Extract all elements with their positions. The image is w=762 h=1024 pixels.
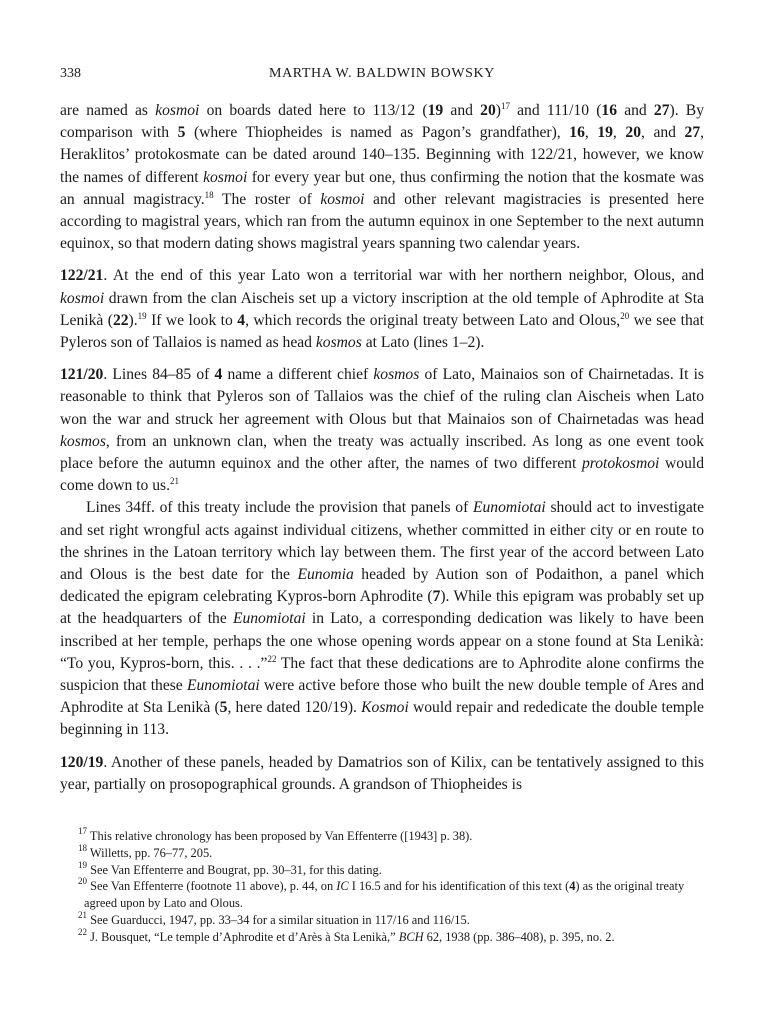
footnote: $^{20}$ See Van Effenterre (footnote 11 above), p. 44, on IC I 16.5 and for his identification of this text (4) as the original treaty agreed upon by Lato and Olous. (78, 876, 685, 911)
year-heading: 120/19 (60, 753, 104, 771)
body-paragraph-2: 122/21. At the end of this year Lato won a territorial war with her northern neighbor, Olous, and kosmoi drawn from the clan Aischeis set up a victory inscription at the old temple of Aphrodite at Sta Lenikà (22).$^{19}$ If we look to 4, which records the original treaty between Lato and Olous,$^{20}$ we see that Pyleros son of Tallaios is named as head kosmos at Lato (lines 1–2). (60, 267, 705, 352)
footnote: $^{22}$ J. Bousquet, “Le temple d’Aphrodite et d’Arès à Sta Lenikà,” BCH 62, 1938 (pp. 386–408), p. 395, no. 2. (78, 926, 615, 944)
page-number: 338 (60, 66, 81, 81)
running-head: MARTHA W. BALDWIN BOWSKY (269, 66, 495, 81)
body-paragraph-5: 120/19. Another of these panels, headed by Damatrios son of Kilix, can be tentatively assigned to this year, partially on prosopographical grounds. A grandson of Thiopheides is (60, 753, 704, 793)
body-paragraph-1: are named as kosmoi on boards dated here to 113/12 (19 and 20)$^{17}$ and 111/10 (16 and 27). By comparison with 5 (where Thiopheides is named as Pagon’s grandfather), 16, 19, 20, and 27, Heraklitos’ protokosmate can be dated around 140–135. Beginning with 122/21, however, we know the names of different kosmoi for every year but one, thus confirming the notion that the kosmate was an annual magistracy.$^{18}$ The roster of kosmoi and other relevant magistracies is presented here according to magistral years, which ran from the autumn equinox in one September to the next autumn equinox, so that modern dating shows magistral years spanning two calendar years. (60, 101, 705, 253)
body-paragraph-4: Lines 34ff. of this treaty include the provision that panels of Eunomiotai should act to investigate and set right wrongful acts against individual citizens, whether committed in either city or en route to the shrines in the Latoan territory which lay between them. The first year of the accord between Lato and Olous is the best date for the Eunomia headed by Aution son of Podaithon, a panel which dedicated the epigram celebrating Kypros-born Aphrodite (7). While this epigram was probably set up at the headquarters of the Eunomiotai in Lato, a corresponding dedication was likely to have been inscribed at her temple, perhaps the one whose opening words appear on a stone found at Sta Lenikà: “To you, Kypros-born, this. . . .”$^{22}$ The fact that these dedications are to Aphrodite alone confirms the suspicion that these Eunomiotai were active before those who built the new double temple of Ares and Aphrodite at Sta Lenikà (5, here dated 120/19). Kosmoi would repair and rededicate the double temple beginning in 113. (60, 499, 705, 739)
body-paragraph-3: 121/20. Lines 84–85 of 4 name a different chief kosmos of Lato, Mainaios son of Chairnetadas. It is reasonable to think that Pyleros son of Tallaios was the chief of the ruling clan Aischeis when Lato won the war and struck her agreement with Olous but that Mainaios son of Chairnetadas was head kosmos, from an unknown clan, when the treaty was actually inscribed. As long as one event took place before the autumn equinox and the other after, the names of two different protokosmoi would come down to us.$^{21}$ (60, 366, 704, 495)
page (60, 66, 704, 796)
year-heading: 122/21 (60, 267, 104, 285)
footnote: $^{19}$ See Van Effenterre and Bougrat, pp. 30–31, for this dating. (78, 859, 382, 877)
footnotes (78, 828, 704, 946)
year-heading: 121/20 (60, 366, 104, 384)
footnote: $^{18}$ Willetts, pp. 76–77, 205. (78, 842, 213, 860)
footnote: $^{17}$ This relative chronology has been proposed by Van Effenterre ([1943] p. 38). (78, 826, 473, 843)
footnote: $^{21}$ See Guarducci, 1947, pp. 33–34 for a similar situation in 117/16 and 116/15. (78, 909, 470, 927)
page-header (60, 66, 704, 88)
